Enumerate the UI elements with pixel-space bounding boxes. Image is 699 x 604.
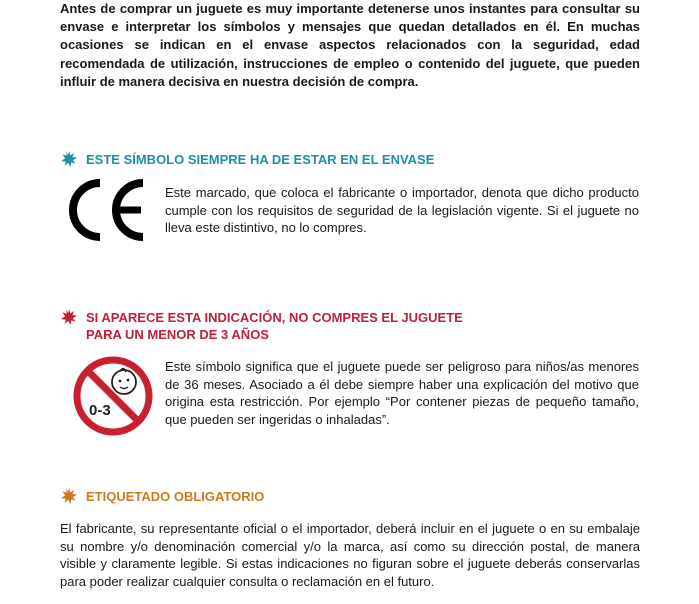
- not-for-under-3-icon: [72, 355, 154, 437]
- starburst-icon: [60, 308, 78, 326]
- section-title-line-1: SI APARECE ESTA INDICACIÓN, NO COMPRES EL JUGUETE: [86, 310, 463, 325]
- section-heading-age-warning: [60, 309, 463, 343]
- section-title-line-2: PARA UN MENOR DE 3 AÑOS: [86, 327, 269, 342]
- starburst-icon: [60, 150, 78, 168]
- starburst-icon: [60, 487, 78, 505]
- section-text-ce: Este marcado, que coloca el fabricante o importador, denota que dicho producto cumple con los requisitos de seguridad de la legislación vigente. Si el juguete no lleva este distintivo, no lo compres.: [165, 185, 639, 235]
- intro-paragraph: Antes de comprar un juguete es muy importante detenerse unos instantes para consultar su envase e interpretar los símbolos y mensajes que quedan detallados en él. En muchas ocasiones se indican en el envase aspectos relacionados con la seguridad, edad recomendada de utilización, instrucciones de empleo o contenido del juguete, que pueden influir de manera decisiva en nuestra decisión de compra.: [60, 1, 640, 89]
- section-heading-labeling: [60, 488, 264, 505]
- ce-marking-icon: [66, 179, 148, 241]
- age-range-label: 0-3: [89, 402, 111, 419]
- section-title: ETIQUETADO OBLIGATORIO: [86, 489, 265, 504]
- section-heading-ce: [60, 151, 434, 168]
- section-title: ESTE SÍMBOLO SIEMPRE HA DE ESTAR EN EL ENVASE: [86, 152, 435, 167]
- section-text-labeling: El fabricante, su representante oficial o el importador, deberá incluir en el juguete o en su embalaje su nombre y/o denominación comercial y/o la marca, así como su dirección postal, de manera visible y claramente legible. Si estas indicaciones no figuran sobre el juguete deberás conservarlas para poder realizar cualquier consulta o reclamación en el futuro.: [60, 521, 640, 589]
- section-text-age-warning: Este símbolo significa que el juguete puede ser peligroso para niños/as menores de 36 meses. Asociado a él debe siempre haber una explicación del motivo que origina esta restricción. Por ejemplo “Por contener piezas de pequeño tamaño, que pueden ser ingeridas o inhaladas”.: [165, 359, 639, 427]
